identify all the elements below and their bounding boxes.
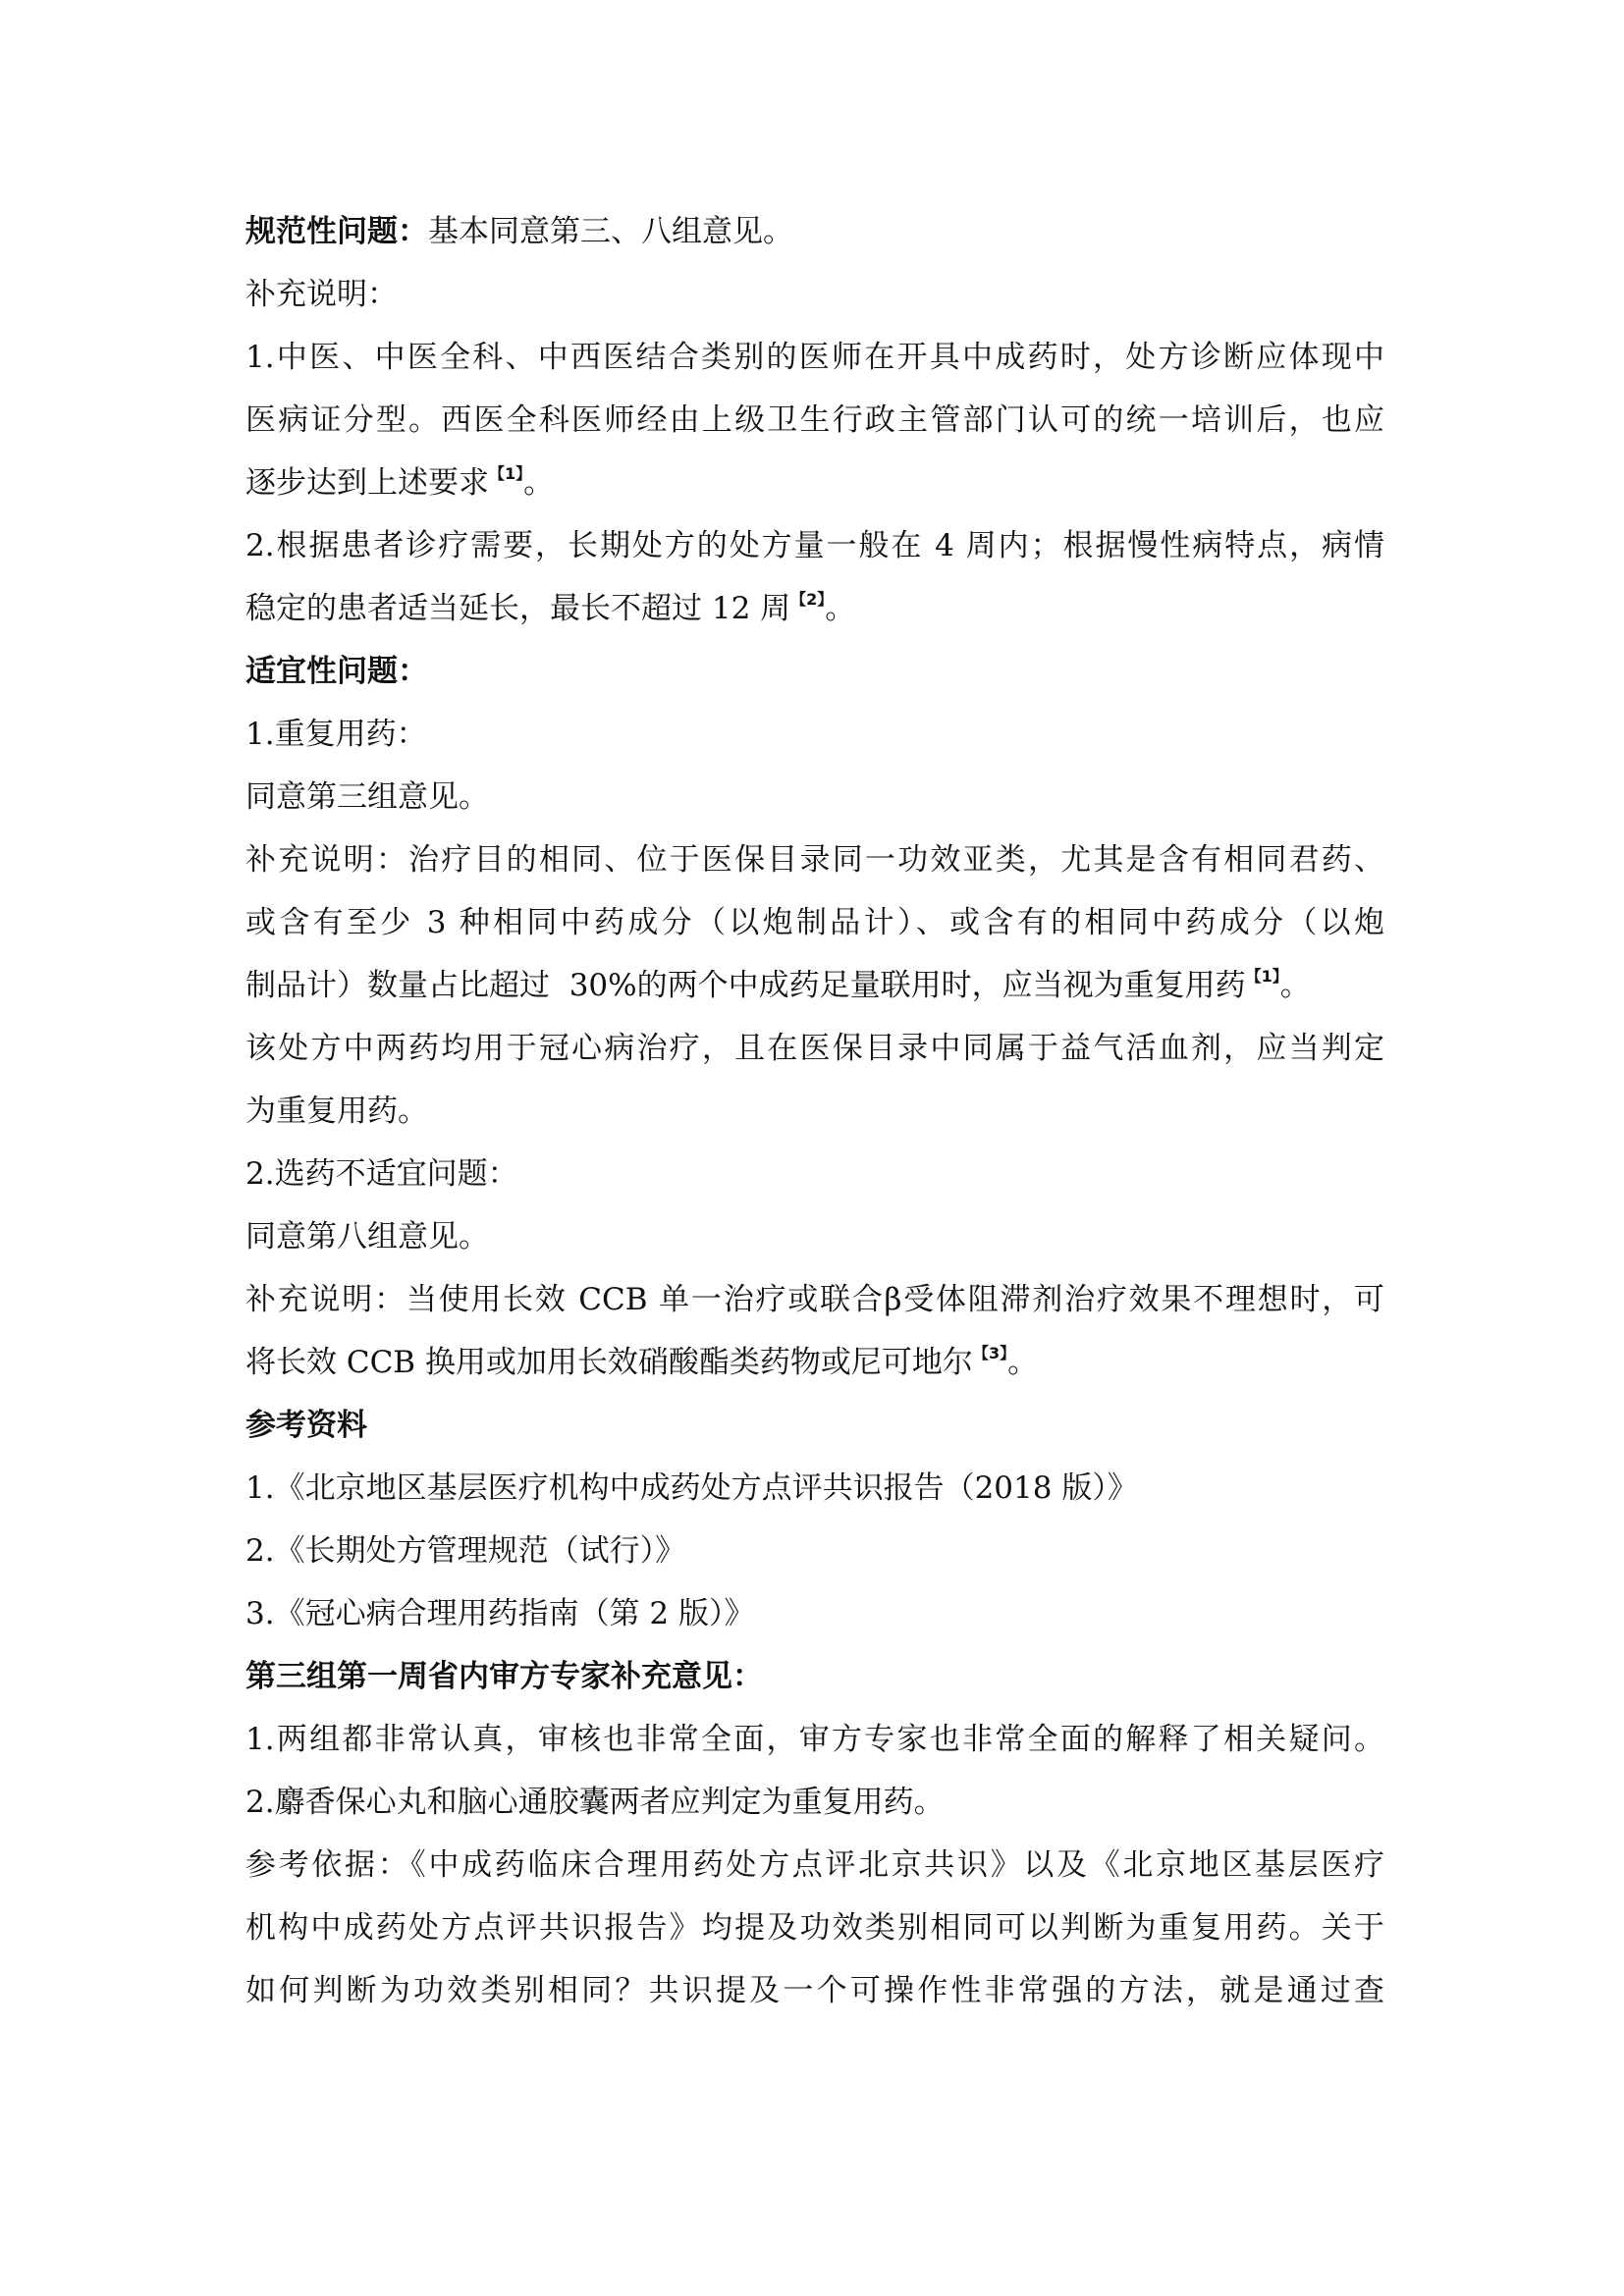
shiyi-item2-agree: 同意第八组意见。 — [245, 1219, 489, 1255]
guifan-item2-line2 — [245, 577, 1384, 640]
guifan-item1-line2: 医病证分型。西医全科医师经由上级卫生行政主管部门认可的统一培训后，也应 — [245, 402, 1384, 438]
shiyi-item2-sup-text: 将长效 CCB 换用或加用长效硝酸酯类药物或尼可地尔 — [245, 1345, 973, 1380]
shiyi-heading: 适宜性问题： — [245, 654, 428, 689]
expert-line5: 如何判断为功效类别相同？共识提及一个可操作性非常强的方法，就是通过查 — [245, 1973, 1384, 2008]
guifan-heading-line — [245, 200, 1384, 263]
guifan-item1-end: 。 — [523, 465, 555, 501]
expert-line2: 2.麝香保心丸和脑心通胶囊两者应判定为重复用药。 — [245, 1785, 945, 1820]
shiyi-item2-sup-line2 — [245, 1331, 1384, 1394]
shiyi-item2-sup-end: 。 — [1007, 1345, 1039, 1380]
shiyi-item1-sup-line5: 为重复用药。 — [245, 1094, 428, 1129]
shiyi-item2-sup-line1: 补充说明：当使用长效 CCB 单一治疗或联合β受体阻滞剂治疗效果不理想时，可 — [245, 1282, 1384, 1317]
reference-item-3: 3.《冠心病合理用药指南（第 2 版）》 — [245, 1596, 755, 1631]
shiyi-item1-sup-line2: 或含有至少 3 种相同中药成分（以炮制品计）、或含有的相同中药成分（以炮 — [245, 905, 1384, 940]
expert-line3: 参考依据：《中成药临床合理用药处方点评北京共识》以及《北京地区基层医疗 — [245, 1847, 1384, 1883]
expert-heading: 第三组第一周省内审方专家补充意见： — [245, 1659, 763, 1694]
reference-marker-3: 【3】 — [972, 1344, 1008, 1362]
reference-marker-1b: 【1】 — [1245, 967, 1280, 986]
document-page — [245, 200, 1384, 2022]
reference-item-1: 1.《北京地区基层医疗机构中成药处方点评共识报告（2018 版）》 — [245, 1470, 1138, 1506]
guifan-supplement-label: 补充说明： — [245, 277, 398, 312]
shiyi-item1-sup-line4: 该处方中两药均用于冠心病治疗，且在医保目录中同属于益气活血剂，应当判定 — [245, 1031, 1384, 1066]
guifan-heading-rest: 基本同意第三、八组意见。 — [428, 214, 793, 249]
reference-marker-2: 【2】 — [790, 590, 826, 609]
guifan-item2-end: 。 — [825, 591, 856, 626]
reference-item-2: 2.《长期处方管理规范（试行）》 — [245, 1533, 686, 1569]
guifan-item1-line3 — [245, 452, 1384, 514]
shiyi-item1-agree: 同意第三组意见。 — [245, 779, 489, 815]
shiyi-item1-sup-line1: 补充说明：治疗目的相同、位于医保目录同一功效亚类，尤其是含有相同君药、 — [245, 842, 1384, 878]
expert-line4: 机构中成药处方点评共识报告》均提及功效类别相同可以判断为重复用药。关于 — [245, 1910, 1384, 1946]
guifan-item1-text: 逐步达到上述要求 — [245, 465, 489, 501]
guifan-item1-line1: 1.中医、中医全科、中西医结合类别的医师在开具中成药时，处方诊断应体现中 — [245, 340, 1384, 375]
shiyi-item1-title: 1.重复用药： — [245, 717, 427, 752]
shiyi-item1-sup-end: 。 — [1279, 968, 1311, 1003]
reference-marker-1: 【1】 — [489, 464, 524, 483]
shiyi-item1-sup-text: 制品计）数量占比超过 30%的两个中成药足量联用时，应当视为重复用药 — [245, 968, 1246, 1003]
shiyi-item1-sup-line3 — [245, 954, 1384, 1017]
guifan-heading: 规范性问题： — [245, 214, 428, 249]
expert-line1: 1.两组都非常认真，审核也非常全面，审方专家也非常全面的解释了相关疑问。 — [245, 1722, 1384, 1757]
references-heading: 参考资料 — [245, 1408, 367, 1443]
guifan-item2-text: 稳定的患者适当延长，最长不超过 12 周 — [245, 591, 791, 626]
shiyi-item2-title: 2.选药不适宜问题： — [245, 1156, 518, 1192]
guifan-item2-line1: 2.根据患者诊疗需要，长期处方的处方量一般在 4 周内；根据慢性病特点，病情 — [245, 528, 1384, 563]
